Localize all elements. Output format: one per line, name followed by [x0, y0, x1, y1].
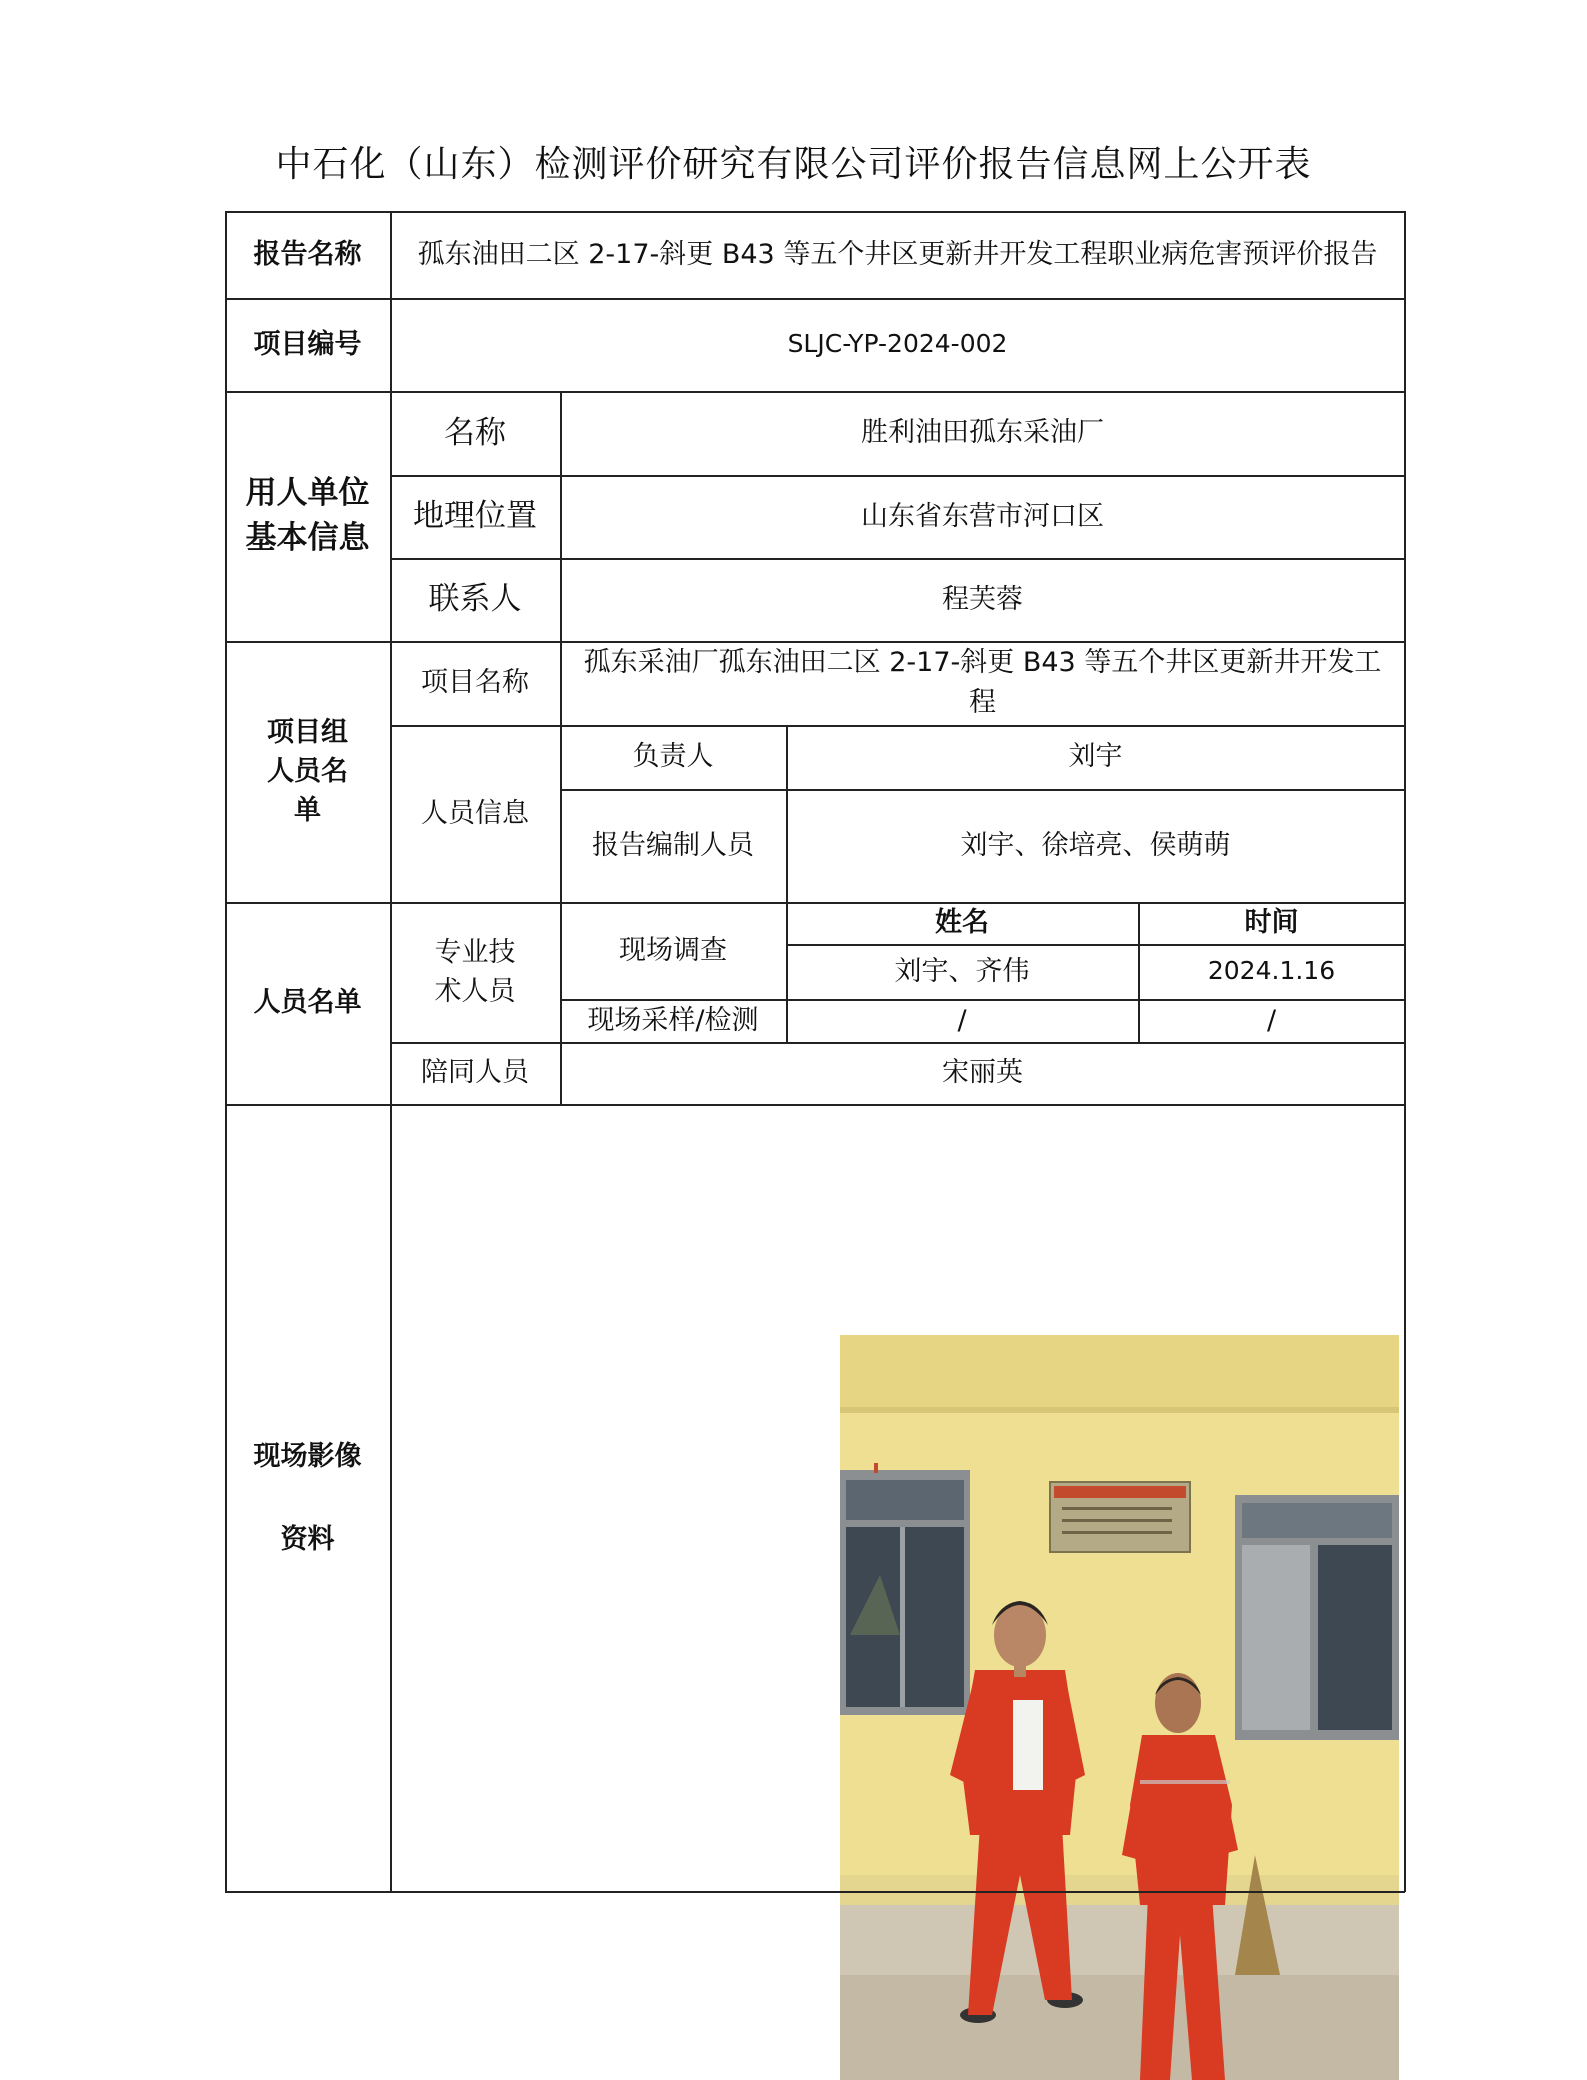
- employer-section-label: 用人单位基本信息: [245, 475, 370, 556]
- sampling-time: /: [1266, 1004, 1277, 1036]
- row-line: [225, 391, 1405, 393]
- plaque-line-2: [1062, 1519, 1172, 1522]
- name-column-header: 姓名: [935, 907, 989, 939]
- info-table: [225, 211, 1405, 1892]
- time-column-header: 时间: [1244, 907, 1299, 939]
- rolled-paper: [1013, 1700, 1043, 1790]
- sampling-names: /: [957, 1004, 967, 1036]
- col-line: [390, 211, 392, 1892]
- row-line: [390, 558, 1405, 560]
- site-photo-label: [225, 1104, 390, 1892]
- accompany-value: 宋丽英: [942, 1057, 1023, 1089]
- plaque-line-3: [1062, 1531, 1172, 1534]
- row-line: [560, 789, 1405, 791]
- right-window-blind: [1242, 1545, 1310, 1730]
- tech-staff-label: 专业技术人员: [434, 936, 516, 1007]
- personnel-label: 人员信息: [421, 797, 529, 829]
- project-id-value: SLJC-YP-2024-002: [787, 329, 1008, 359]
- left-window-mullion: [900, 1527, 905, 1707]
- site-photo-label-line1: 现场影像: [253, 1440, 362, 1472]
- employer-location-label: 地理位置: [413, 498, 537, 535]
- writers-value: 刘宇、徐培亮、侯萌萌: [960, 829, 1231, 861]
- row-line: [225, 902, 1405, 904]
- col-line: [1138, 902, 1140, 1042]
- border-right: [1404, 211, 1406, 1892]
- survey-time: 2024.1.16: [1207, 956, 1336, 986]
- row-line: [390, 1042, 1405, 1044]
- row-line: [225, 1104, 1405, 1106]
- employer-name-value: 胜利油田孤东采油厂: [861, 417, 1104, 449]
- border-top: [225, 211, 1405, 213]
- row-line: [560, 999, 1405, 1001]
- project-name-label: 项目名称: [421, 667, 529, 699]
- wall-top: [840, 1335, 1399, 1410]
- border-left: [225, 211, 227, 1892]
- wall-base: [840, 1875, 1399, 1905]
- col-line: [786, 725, 788, 1042]
- col-line: [560, 391, 562, 1104]
- sampling-label: 现场采样/检测: [587, 1004, 759, 1036]
- ground-shadow: [840, 1975, 1399, 2080]
- project-team-section-label: 项目组人员名单: [267, 716, 348, 827]
- employer-location-value: 山东省东营市河口区: [861, 500, 1104, 532]
- right-window-glass: [1318, 1545, 1392, 1730]
- left-window-top-pane: [846, 1480, 964, 1520]
- staff-section-label: 人员名单: [253, 987, 362, 1019]
- employer-name-label: 名称: [444, 414, 506, 451]
- row-line: [390, 475, 1405, 477]
- worker-right-face: [1155, 1673, 1201, 1733]
- row-line: [225, 298, 1405, 300]
- employer-contact-label: 联系人: [428, 581, 522, 618]
- survey-names: 刘宇、齐伟: [894, 955, 1030, 987]
- right-window-top-pane: [1242, 1503, 1392, 1538]
- wall-ledge: [840, 1407, 1399, 1413]
- border-bottom: [225, 1891, 1405, 1893]
- worker-right-reflective-stripe: [1140, 1780, 1230, 1784]
- site-photo: [840, 1335, 1399, 2080]
- wall-hook: [874, 1463, 878, 1473]
- report-name-value: 孤东油田二区 2-17-斜更 B43 等五个井区更新井开发工程职业病危害预评价报告: [417, 238, 1378, 270]
- row-line: [390, 725, 1405, 727]
- lead-value: 刘宇: [1068, 741, 1123, 773]
- site-photo-label-line2: 资料: [280, 1524, 335, 1555]
- accompany-label: 陪同人员: [421, 1057, 529, 1089]
- project-name-value: 孤东采油厂孤东油田二区 2-17-斜更 B43 等五个井区更新井开发工程: [583, 646, 1382, 718]
- row-line: [786, 944, 1405, 946]
- survey-label: 现场调查: [619, 934, 727, 966]
- project-id-label: 项目编号: [253, 328, 362, 360]
- plaque-line-1: [1062, 1507, 1172, 1510]
- report-name-label: 报告名称: [253, 238, 362, 270]
- lead-label: 负责人: [632, 741, 714, 773]
- safety-plaque-header: [1054, 1486, 1186, 1498]
- row-line: [225, 641, 1405, 643]
- employer-contact-value: 程芙蓉: [942, 583, 1023, 615]
- page-title: 中石化（山东）检测评价研究有限公司评价报告信息网上公开表: [275, 144, 1312, 185]
- writers-label: 报告编制人员: [592, 829, 754, 861]
